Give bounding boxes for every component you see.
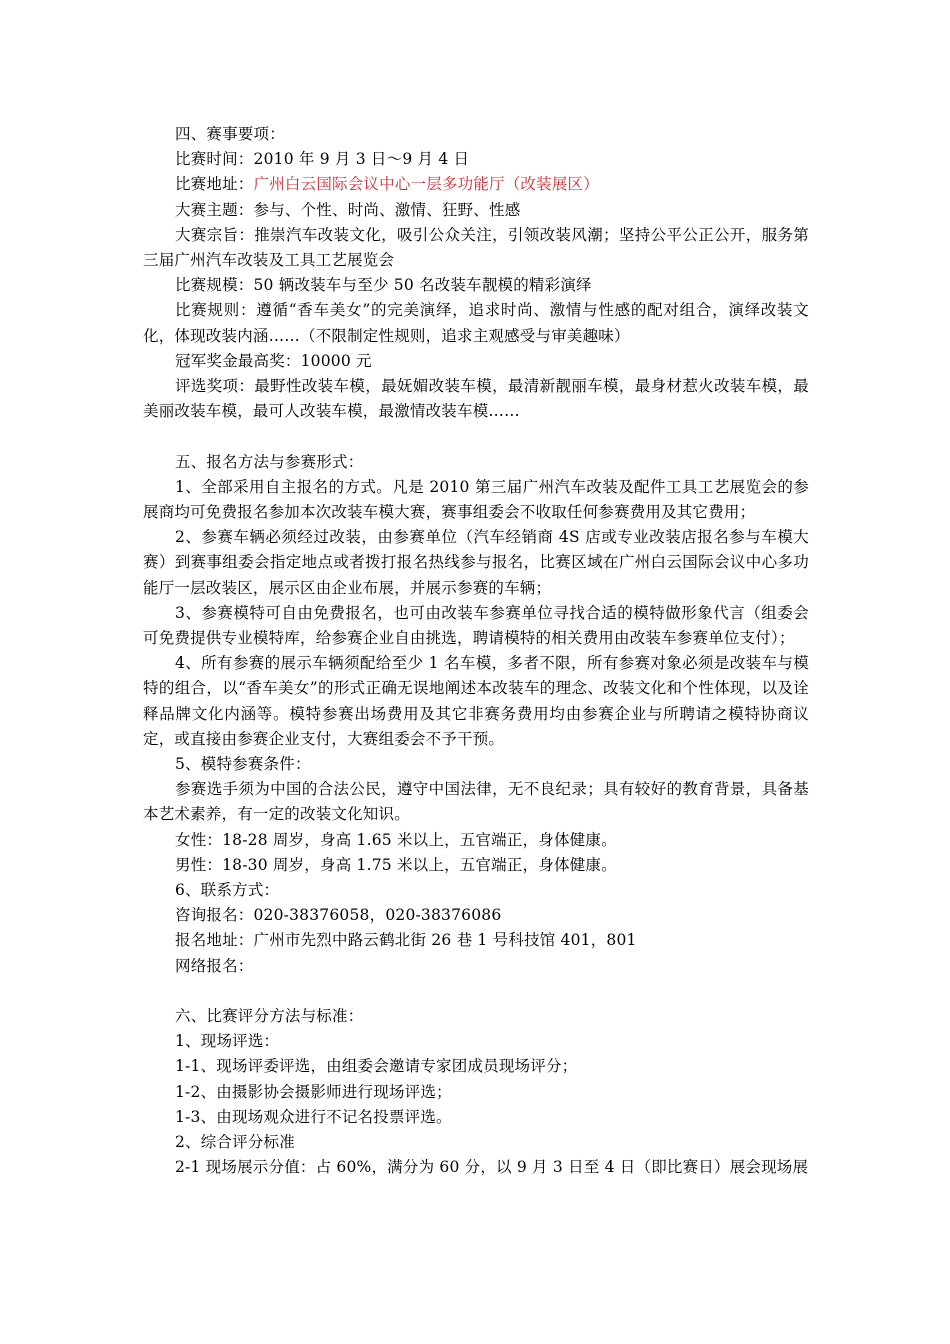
registration-item-4: 4、所有参赛的展示车辆须配给至少 1 名车模，多者不限，所有参赛对象必须是改装车与模特的组合，以“香车美女”的形式正确无误地阐述本改装车的理念、改装文化和个性体现，以及诠释品牌文化内涵等。模特参赛出场费用及其它非赛务费用均由参赛企业与所聘请之模特协商议定，或直接由参赛企业支付，大赛组委会不予干预。 (143, 654, 809, 748)
section-spacer (143, 424, 809, 449)
champion-prize: 冠军奖金最高奖：10000 元 (175, 351, 372, 370)
female-requirements: 女性：18-28 周岁，身高 1.65 米以上，五官端正，身体健康。 (175, 830, 617, 849)
match-time-line (143, 147, 809, 172)
section4-heading: 四、赛事要项： (175, 125, 285, 143)
match-purpose: 大赛宗旨：推崇汽车改装文化，吸引公众关注，引领改装风潮；坚持公平公正公开，服务第三届广州汽车改装及工具工艺展览会 (143, 225, 809, 270)
registration-item-3: 3、参赛模特可自由免费报名，也可由改装车参赛单位寻找合适的模特做形象代言（组委会可免费提供专业模特库，给参赛企业自由挑选，聘请模特的相关费用由改装车参赛单位支付）； (143, 603, 809, 648)
section6-heading: 六、比赛评分方法与标准： (175, 1007, 364, 1026)
match-time-label: 比赛时间： (175, 150, 254, 169)
registration-item-1: 1、全部采用自主报名的方式。凡是 2010 第三届广州汽车改装及配件工具工艺展览会的参展商均可免费报名参加本次改装车模大赛，赛事组委会不收取任何参赛费用及其它费用； (143, 477, 809, 522)
award-categories: 评选奖项：最野性改装车模，最妩媚改装车模，最清新靓丽车模，最身材惹火改装车模，最美丽改装车模，最可人改装车模，最激情改装车模…… (143, 377, 809, 421)
model-conditions-title: 5、模特参赛条件： (175, 755, 311, 774)
onsite-selection-title: 1、现场评选： (175, 1032, 280, 1051)
online-registration: 网络报名： (175, 956, 254, 975)
match-venue-value: 广州白云国际会议中心一层多功能厅（改装展区） (253, 175, 599, 194)
onsite-selection-1-1: 1-1、现场评委评选，由组委会邀请专家团成员现场评分； (175, 1057, 578, 1076)
onsite-selection-1-3: 1-3、由现场观众进行不记名投票评选。 (175, 1107, 452, 1126)
model-conditions-body: 参赛选手须为中国的合法公民，遵守中国法律，无不良纪录；具有较好的教育背景，具备基本艺术素养，有一定的改装文化知识。 (143, 780, 809, 824)
match-scale: 比赛规模：50 辆改装车与至少 50 名改装车靓模的精彩演绎 (175, 276, 592, 295)
onsite-selection-1-2: 1-2、由摄影协会摄影师进行现场评选； (175, 1082, 452, 1101)
scoring-criteria-title: 2、综合评分标准 (175, 1133, 295, 1152)
scoring-criteria-2-1: 2-1 现场展示分值：占 60%，满分为 60 分，以 9 月 3 日至 4 日（即比赛日）展会现场展 (175, 1158, 809, 1177)
contact-title: 6、联系方式： (175, 881, 280, 900)
male-requirements: 男性：18-30 周岁，身高 1.75 米以上，五官端正，身体健康。 (175, 855, 617, 874)
match-rules: 比赛规则：遵循“香车美女”的完美演绎，追求时尚、激情与性感的配对组合，演绎改装文化，体现改装内涵……（不限制定性规则，追求主观感受与审美趣味） (143, 301, 809, 345)
document-body (143, 122, 809, 1181)
contact-address: 报名地址：广州市先烈中路云鹤北街 26 巷 1 号科技馆 401，801 (175, 931, 637, 950)
contact-phone: 咨询报名：020-38376058，020-38376086 (175, 906, 502, 925)
match-venue-label: 比赛地址： (175, 175, 254, 194)
match-time-value: 2010 年 9 月 3 日～9 月 4 日 (253, 150, 470, 169)
registration-item-2: 2、参赛车辆必须经过改装，由参赛单位（汽车经销商 4S 店或专业改装店报名参与车模大赛）到赛事组委会指定地点或者拨打报名热线参与报名，比赛区域在广州白云国际会议中心多功能厅一层改装区，展示区由企业布展，并展示参赛的车辆； (143, 528, 809, 597)
match-venue-line (143, 172, 809, 197)
match-theme: 大赛主题：参与、个性、时尚、激情、狂野、性感 (175, 200, 521, 219)
section5-heading: 五、报名方法与参赛形式： (175, 452, 364, 471)
section-spacer (143, 979, 809, 1004)
